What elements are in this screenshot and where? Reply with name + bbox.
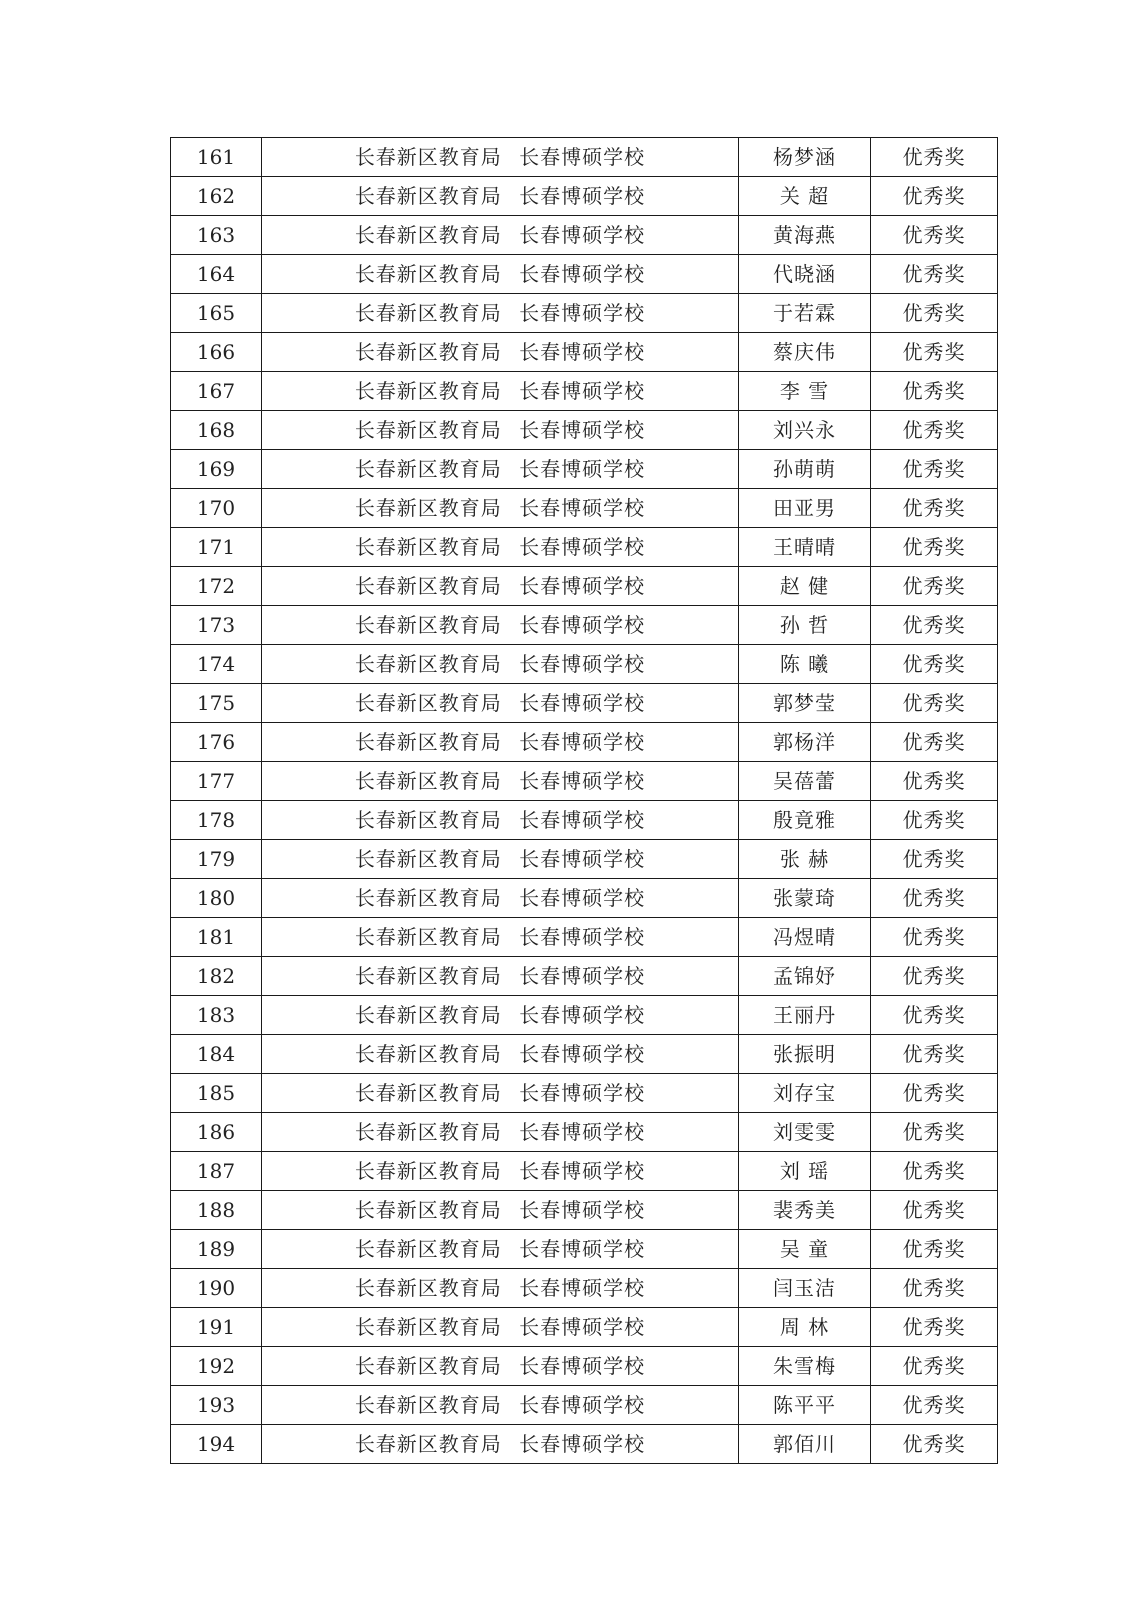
table-row — [171, 450, 998, 489]
award-level-cell: 优秀奖 — [871, 957, 998, 996]
serial-number-cell: 170 — [171, 489, 262, 528]
winner-name-cell: 田亚男 — [739, 489, 871, 528]
winner-name-cell: 孙 哲 — [739, 606, 871, 645]
award-level-cell: 优秀奖 — [871, 645, 998, 684]
award-level-cell: 优秀奖 — [871, 1425, 998, 1464]
winner-name-cell: 闫玉洁 — [739, 1269, 871, 1308]
table-row — [171, 645, 998, 684]
award-list-table — [170, 137, 998, 1464]
award-level-cell: 优秀奖 — [871, 372, 998, 411]
winner-name-cell: 吴 童 — [739, 1230, 871, 1269]
award-level-cell: 优秀奖 — [871, 1191, 998, 1230]
serial-number-cell: 173 — [171, 606, 262, 645]
table-row — [171, 1269, 998, 1308]
serial-number-cell: 194 — [171, 1425, 262, 1464]
table-row — [171, 606, 998, 645]
unit-cell: 长春新区教育局 长春博硕学校 — [262, 333, 739, 372]
winner-name-cell: 张 赫 — [739, 840, 871, 879]
table-row — [171, 1152, 998, 1191]
winner-name-cell: 黄海燕 — [739, 216, 871, 255]
winner-name-cell: 张蒙琦 — [739, 879, 871, 918]
table-row — [171, 1230, 998, 1269]
unit-cell: 长春新区教育局 长春博硕学校 — [262, 216, 739, 255]
serial-number-cell: 163 — [171, 216, 262, 255]
serial-number-cell: 168 — [171, 411, 262, 450]
unit-cell: 长春新区教育局 长春博硕学校 — [262, 489, 739, 528]
winner-name-cell: 关 超 — [739, 177, 871, 216]
serial-number-cell: 174 — [171, 645, 262, 684]
serial-number-cell: 164 — [171, 255, 262, 294]
table-row — [171, 801, 998, 840]
award-level-cell: 优秀奖 — [871, 411, 998, 450]
serial-number-cell: 171 — [171, 528, 262, 567]
winner-name-cell: 裴秀美 — [739, 1191, 871, 1230]
table-row — [171, 138, 998, 177]
unit-cell: 长春新区教育局 长春博硕学校 — [262, 1152, 739, 1191]
table-row — [171, 723, 998, 762]
award-level-cell: 优秀奖 — [871, 684, 998, 723]
table-row — [171, 1035, 998, 1074]
unit-cell: 长春新区教育局 长春博硕学校 — [262, 1230, 739, 1269]
serial-number-cell: 192 — [171, 1347, 262, 1386]
table-row — [171, 177, 998, 216]
award-level-cell: 优秀奖 — [871, 489, 998, 528]
winner-name-cell: 杨梦涵 — [739, 138, 871, 177]
serial-number-cell: 189 — [171, 1230, 262, 1269]
unit-cell: 长春新区教育局 长春博硕学校 — [262, 918, 739, 957]
award-level-cell: 优秀奖 — [871, 567, 998, 606]
winner-name-cell: 孟锦妤 — [739, 957, 871, 996]
serial-number-cell: 175 — [171, 684, 262, 723]
unit-cell: 长春新区教育局 长春博硕学校 — [262, 450, 739, 489]
award-level-cell: 优秀奖 — [871, 333, 998, 372]
table-row — [171, 684, 998, 723]
serial-number-cell: 161 — [171, 138, 262, 177]
winner-name-cell: 刘兴永 — [739, 411, 871, 450]
unit-cell: 长春新区教育局 长春博硕学校 — [262, 255, 739, 294]
table-row — [171, 372, 998, 411]
serial-number-cell: 178 — [171, 801, 262, 840]
award-level-cell: 优秀奖 — [871, 918, 998, 957]
serial-number-cell: 185 — [171, 1074, 262, 1113]
unit-cell: 长春新区教育局 长春博硕学校 — [262, 1191, 739, 1230]
serial-number-cell: 187 — [171, 1152, 262, 1191]
award-level-cell: 优秀奖 — [871, 1269, 998, 1308]
unit-cell: 长春新区教育局 长春博硕学校 — [262, 879, 739, 918]
table-row — [171, 1074, 998, 1113]
unit-cell: 长春新区教育局 长春博硕学校 — [262, 177, 739, 216]
table-row — [171, 489, 998, 528]
table-row — [171, 957, 998, 996]
table-row — [171, 411, 998, 450]
winner-name-cell: 陈 曦 — [739, 645, 871, 684]
unit-cell: 长春新区教育局 长春博硕学校 — [262, 1347, 739, 1386]
serial-number-cell: 176 — [171, 723, 262, 762]
award-rows — [171, 138, 998, 1464]
winner-name-cell: 于若霖 — [739, 294, 871, 333]
table-row — [171, 840, 998, 879]
table-row — [171, 918, 998, 957]
serial-number-cell: 180 — [171, 879, 262, 918]
unit-cell: 长春新区教育局 长春博硕学校 — [262, 1113, 739, 1152]
winner-name-cell: 周 林 — [739, 1308, 871, 1347]
winner-name-cell: 孙萌萌 — [739, 450, 871, 489]
unit-cell: 长春新区教育局 长春博硕学校 — [262, 801, 739, 840]
table-row — [171, 216, 998, 255]
winner-name-cell: 郭佰川 — [739, 1425, 871, 1464]
winner-name-cell: 郭梦莹 — [739, 684, 871, 723]
award-level-cell: 优秀奖 — [871, 1074, 998, 1113]
serial-number-cell: 191 — [171, 1308, 262, 1347]
award-level-cell: 优秀奖 — [871, 1230, 998, 1269]
unit-cell: 长春新区教育局 长春博硕学校 — [262, 996, 739, 1035]
award-level-cell: 优秀奖 — [871, 996, 998, 1035]
unit-cell: 长春新区教育局 长春博硕学校 — [262, 372, 739, 411]
winner-name-cell: 张振明 — [739, 1035, 871, 1074]
unit-cell: 长春新区教育局 长春博硕学校 — [262, 411, 739, 450]
award-level-cell: 优秀奖 — [871, 801, 998, 840]
serial-number-cell: 186 — [171, 1113, 262, 1152]
unit-cell: 长春新区教育局 长春博硕学校 — [262, 567, 739, 606]
award-level-cell: 优秀奖 — [871, 1347, 998, 1386]
unit-cell: 长春新区教育局 长春博硕学校 — [262, 684, 739, 723]
table-row — [171, 1308, 998, 1347]
serial-number-cell: 183 — [171, 996, 262, 1035]
award-level-cell: 优秀奖 — [871, 879, 998, 918]
award-level-cell: 优秀奖 — [871, 528, 998, 567]
award-level-cell: 优秀奖 — [871, 606, 998, 645]
serial-number-cell: 177 — [171, 762, 262, 801]
unit-cell: 长春新区教育局 长春博硕学校 — [262, 294, 739, 333]
table-row — [171, 1386, 998, 1425]
table-row — [171, 1347, 998, 1386]
serial-number-cell: 182 — [171, 957, 262, 996]
winner-name-cell: 陈平平 — [739, 1386, 871, 1425]
winner-name-cell: 朱雪梅 — [739, 1347, 871, 1386]
winner-name-cell: 冯煜晴 — [739, 918, 871, 957]
award-level-cell: 优秀奖 — [871, 723, 998, 762]
unit-cell: 长春新区教育局 长春博硕学校 — [262, 723, 739, 762]
serial-number-cell: 184 — [171, 1035, 262, 1074]
serial-number-cell: 169 — [171, 450, 262, 489]
table-row — [171, 879, 998, 918]
unit-cell: 长春新区教育局 长春博硕学校 — [262, 138, 739, 177]
award-level-cell: 优秀奖 — [871, 1113, 998, 1152]
serial-number-cell: 188 — [171, 1191, 262, 1230]
unit-cell: 长春新区教育局 长春博硕学校 — [262, 1074, 739, 1113]
winner-name-cell: 王丽丹 — [739, 996, 871, 1035]
winner-name-cell: 吴蓓蕾 — [739, 762, 871, 801]
serial-number-cell: 179 — [171, 840, 262, 879]
award-level-cell: 优秀奖 — [871, 762, 998, 801]
table-row — [171, 762, 998, 801]
award-level-cell: 优秀奖 — [871, 1152, 998, 1191]
award-level-cell: 优秀奖 — [871, 1386, 998, 1425]
unit-cell: 长春新区教育局 长春博硕学校 — [262, 957, 739, 996]
serial-number-cell: 162 — [171, 177, 262, 216]
unit-cell: 长春新区教育局 长春博硕学校 — [262, 1269, 739, 1308]
unit-cell: 长春新区教育局 长春博硕学校 — [262, 840, 739, 879]
winner-name-cell: 刘存宝 — [739, 1074, 871, 1113]
award-level-cell: 优秀奖 — [871, 216, 998, 255]
winner-name-cell: 代晓涵 — [739, 255, 871, 294]
unit-cell: 长春新区教育局 长春博硕学校 — [262, 1308, 739, 1347]
award-level-cell: 优秀奖 — [871, 450, 998, 489]
unit-cell: 长春新区教育局 长春博硕学校 — [262, 606, 739, 645]
unit-cell: 长春新区教育局 长春博硕学校 — [262, 1035, 739, 1074]
unit-cell: 长春新区教育局 长春博硕学校 — [262, 1425, 739, 1464]
unit-cell: 长春新区教育局 长春博硕学校 — [262, 1386, 739, 1425]
serial-number-cell: 193 — [171, 1386, 262, 1425]
winner-name-cell: 刘 瑶 — [739, 1152, 871, 1191]
serial-number-cell: 172 — [171, 567, 262, 606]
table-row — [171, 1425, 998, 1464]
table-row — [171, 294, 998, 333]
award-level-cell: 优秀奖 — [871, 177, 998, 216]
unit-cell: 长春新区教育局 长春博硕学校 — [262, 762, 739, 801]
serial-number-cell: 167 — [171, 372, 262, 411]
table-row — [171, 1191, 998, 1230]
winner-name-cell: 赵 健 — [739, 567, 871, 606]
award-level-cell: 优秀奖 — [871, 255, 998, 294]
serial-number-cell: 166 — [171, 333, 262, 372]
award-level-cell: 优秀奖 — [871, 840, 998, 879]
unit-cell: 长春新区教育局 长春博硕学校 — [262, 645, 739, 684]
award-level-cell: 优秀奖 — [871, 294, 998, 333]
winner-name-cell: 李 雪 — [739, 372, 871, 411]
winner-name-cell: 殷竟雅 — [739, 801, 871, 840]
serial-number-cell: 181 — [171, 918, 262, 957]
table-row — [171, 333, 998, 372]
winner-name-cell: 刘雯雯 — [739, 1113, 871, 1152]
winner-name-cell: 王晴晴 — [739, 528, 871, 567]
winner-name-cell: 蔡庆伟 — [739, 333, 871, 372]
unit-cell: 长春新区教育局 长春博硕学校 — [262, 528, 739, 567]
table-row — [171, 255, 998, 294]
award-level-cell: 优秀奖 — [871, 138, 998, 177]
serial-number-cell: 190 — [171, 1269, 262, 1308]
winner-name-cell: 郭杨洋 — [739, 723, 871, 762]
serial-number-cell: 165 — [171, 294, 262, 333]
table-row — [171, 996, 998, 1035]
table-row — [171, 567, 998, 606]
award-level-cell: 优秀奖 — [871, 1308, 998, 1347]
table-row — [171, 528, 998, 567]
table-row — [171, 1113, 998, 1152]
award-level-cell: 优秀奖 — [871, 1035, 998, 1074]
